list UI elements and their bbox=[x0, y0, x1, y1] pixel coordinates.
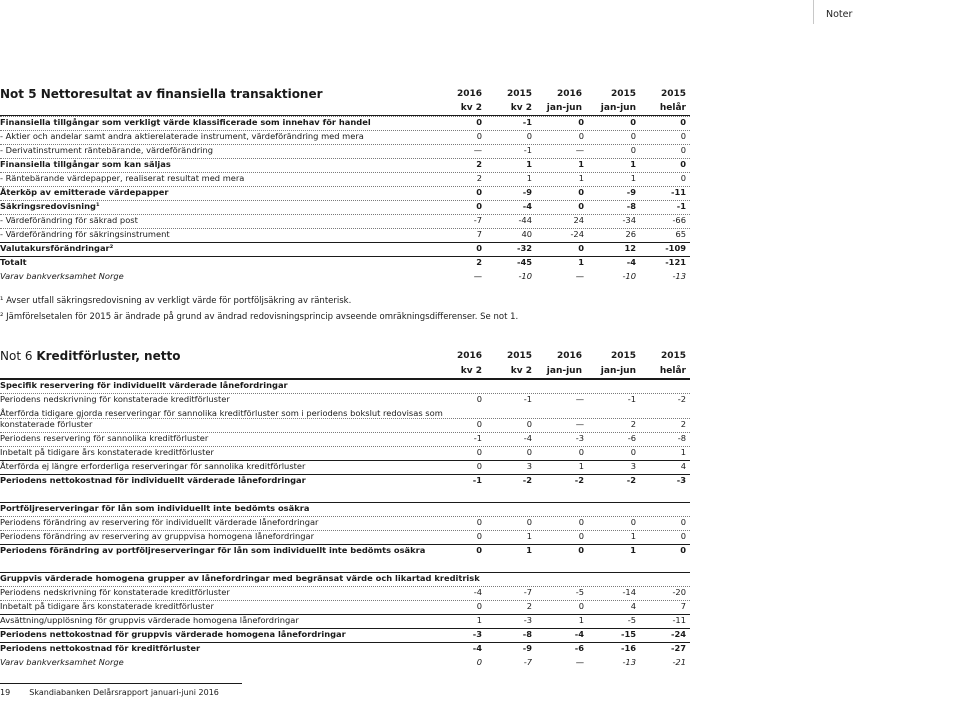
table-row bbox=[0, 502, 690, 513]
cell-value: 40 bbox=[521, 229, 532, 239]
cell-value: 0 bbox=[476, 517, 482, 527]
cell-value: 0 bbox=[680, 117, 686, 127]
page-footer bbox=[0, 688, 219, 697]
cell-value: — bbox=[575, 419, 584, 429]
row-label: Periodens förändring av reservering av gruppvisa homogena lånefordringar bbox=[0, 531, 315, 541]
cell-value: 0 bbox=[630, 117, 636, 127]
cell-value: -32 bbox=[517, 243, 532, 253]
col-period: kv 2 bbox=[510, 366, 532, 376]
cell-value: — bbox=[575, 145, 584, 155]
cell-value: -1 bbox=[627, 394, 636, 404]
row-label: Återförda tidigare gjorda reserveringar för sannolika kreditförluster som i periodens bokslut redovisas som bbox=[0, 408, 443, 418]
cell-value: 0 bbox=[630, 517, 636, 527]
cell-value: 0 bbox=[578, 117, 584, 127]
col-period: kv 2 bbox=[460, 366, 482, 376]
table-row bbox=[0, 116, 690, 127]
cell-value: -7 bbox=[473, 215, 482, 225]
row-label: Säkringsredovisning¹ bbox=[0, 201, 100, 211]
col-period: kv 2 bbox=[510, 103, 532, 113]
cell-value: -3 bbox=[676, 475, 686, 485]
cell-value: 0 bbox=[476, 461, 482, 471]
cell-value: 1 bbox=[526, 531, 532, 541]
cell-value: 1 bbox=[578, 159, 584, 169]
col-period: helår bbox=[659, 366, 686, 376]
cell-value: 4 bbox=[630, 601, 636, 611]
cell-value: -14 bbox=[622, 587, 636, 597]
row-label: Återköp av emitterade värdepapper bbox=[0, 187, 169, 197]
cell-value: -4 bbox=[523, 433, 532, 443]
cell-value: -2 bbox=[677, 394, 686, 404]
cell-value: 1 bbox=[526, 545, 532, 555]
note6-number: Not 6 bbox=[0, 349, 33, 363]
table-row bbox=[0, 460, 690, 471]
cell-value: -5 bbox=[627, 615, 636, 625]
cell-value: 7 bbox=[680, 601, 686, 611]
cell-value: 1 bbox=[630, 545, 636, 555]
cell-value: 1 bbox=[476, 615, 482, 625]
cell-value: 1 bbox=[630, 531, 636, 541]
cell-value: 0 bbox=[680, 131, 686, 141]
table-row bbox=[0, 393, 690, 404]
table-row bbox=[0, 200, 690, 211]
cell-value: 2 bbox=[526, 601, 532, 611]
section-label: Noter bbox=[826, 9, 853, 20]
cell-value: 0 bbox=[476, 447, 482, 457]
cell-value: -11 bbox=[671, 187, 686, 197]
cell-value: -1 bbox=[473, 433, 482, 443]
cell-value: 0 bbox=[476, 243, 482, 253]
table-row bbox=[0, 158, 690, 169]
cell-value: 0 bbox=[680, 545, 686, 555]
table-row bbox=[0, 586, 690, 597]
cell-value: 0 bbox=[526, 131, 532, 141]
cell-value: -13 bbox=[622, 657, 636, 667]
cell-value: -16 bbox=[621, 643, 636, 653]
cell-value: 0 bbox=[680, 173, 686, 183]
cell-value: — bbox=[575, 394, 584, 404]
cell-value: 0 bbox=[578, 531, 584, 541]
cell-value: -44 bbox=[518, 215, 532, 225]
col-period: kv 2 bbox=[460, 103, 482, 113]
cell-value: -4 bbox=[626, 257, 636, 267]
cell-value: -4 bbox=[473, 587, 482, 597]
cell-value: 1 bbox=[578, 257, 584, 267]
cell-value: 0 bbox=[476, 545, 482, 555]
col-period: jan-jun bbox=[546, 103, 582, 113]
cell-value: 0 bbox=[630, 131, 636, 141]
cell-value: -3 bbox=[575, 433, 584, 443]
cell-value: -9 bbox=[522, 187, 532, 197]
row-label: Valutakursförändringar² bbox=[0, 243, 114, 253]
table-row bbox=[0, 530, 690, 541]
cell-value: 1 bbox=[630, 173, 636, 183]
row-label: Periodens nedskrivning för konstaterade kreditförluster bbox=[0, 394, 230, 404]
table-row bbox=[0, 130, 690, 141]
cell-value: 1 bbox=[578, 461, 584, 471]
cell-value: 0 bbox=[680, 517, 686, 527]
table-row bbox=[0, 379, 690, 390]
cell-value: — bbox=[575, 271, 584, 281]
cell-value: -7 bbox=[523, 657, 532, 667]
table-row bbox=[0, 256, 690, 267]
col-period: helår bbox=[659, 103, 686, 113]
row-label: Periodens nettokostnad för individuellt värderade lånefordringar bbox=[0, 475, 306, 485]
row-label: Periodens förändring av reservering för individuellt värderade lånefordringar bbox=[0, 517, 319, 527]
cell-value: -3 bbox=[472, 629, 482, 639]
cell-value: — bbox=[473, 271, 482, 281]
cell-value: 0 bbox=[630, 447, 636, 457]
cell-value: -24 bbox=[570, 229, 584, 239]
cell-value: -24 bbox=[671, 629, 686, 639]
row-label: Periodens nedskrivning för konstaterade kreditförluster bbox=[0, 587, 230, 597]
cell-value: 0 bbox=[476, 531, 482, 541]
note6-title bbox=[0, 349, 180, 363]
table-row bbox=[0, 516, 690, 527]
cell-value: 0 bbox=[630, 145, 636, 155]
cell-value: 0 bbox=[578, 601, 584, 611]
cell-value: 2 bbox=[680, 419, 686, 429]
cell-value: 2 bbox=[476, 159, 482, 169]
cell-value: 0 bbox=[476, 187, 482, 197]
table-row bbox=[0, 572, 690, 583]
row-label: - Räntebärande värdepapper, realiserat resultat med mera bbox=[0, 173, 245, 183]
row-label: Inbetalt på tidigare års konstaterade kreditförluster bbox=[0, 447, 214, 457]
col-period: jan-jun bbox=[600, 103, 636, 113]
cell-value: — bbox=[575, 657, 584, 667]
cell-value: 0 bbox=[680, 159, 686, 169]
row-label: - Värdeförändring för säkringsinstrument bbox=[0, 229, 170, 239]
cell-value: -121 bbox=[665, 257, 686, 267]
cell-value: 3 bbox=[526, 461, 532, 471]
cell-value: 0 bbox=[476, 419, 482, 429]
cell-value: -9 bbox=[626, 187, 636, 197]
table-row bbox=[0, 600, 690, 611]
cell-value: 0 bbox=[578, 545, 584, 555]
row-label: - Derivatinstrument räntebärande, värdeförändring bbox=[0, 145, 213, 155]
table-row bbox=[0, 446, 690, 457]
note6-heading: Kreditförluster, netto bbox=[36, 349, 181, 363]
cell-value: -1 bbox=[523, 145, 532, 155]
cell-value: -4 bbox=[472, 643, 482, 653]
cell-value: -1 bbox=[676, 201, 686, 211]
cell-value: -4 bbox=[574, 629, 584, 639]
table-row bbox=[0, 214, 690, 225]
cell-value: -1 bbox=[522, 117, 532, 127]
cell-value: -21 bbox=[672, 657, 686, 667]
page-number: 19 bbox=[0, 688, 11, 697]
cell-value: -9 bbox=[522, 643, 532, 653]
cell-value: 7 bbox=[476, 229, 482, 239]
row-label: Finansiella tillgångar som verkligt värde klassificerade som innehav för handel bbox=[0, 117, 371, 127]
cell-value: 0 bbox=[578, 187, 584, 197]
row-label: Varav bankverksamhet Norge bbox=[0, 657, 124, 667]
note5-title bbox=[0, 87, 323, 101]
table-row bbox=[0, 172, 690, 183]
table-row bbox=[0, 642, 690, 653]
cell-value: 0 bbox=[476, 601, 482, 611]
cell-value: — bbox=[473, 145, 482, 155]
col-period: jan-jun bbox=[600, 366, 636, 376]
table-row bbox=[0, 144, 690, 155]
cell-value: -27 bbox=[671, 643, 686, 653]
note5-heading: Nettoresultat av finansiella transaktioner bbox=[40, 87, 323, 101]
row-label: - Aktier och andelar samt andra aktierelaterade instrument, värdeförändring med mera bbox=[0, 131, 364, 141]
cell-value: 2 bbox=[476, 173, 482, 183]
cell-value: -66 bbox=[672, 215, 686, 225]
cell-value: 2 bbox=[630, 419, 636, 429]
cell-value: -34 bbox=[622, 215, 636, 225]
table-row bbox=[0, 628, 690, 639]
table-row bbox=[0, 418, 690, 429]
cell-value: 65 bbox=[675, 229, 686, 239]
row-label: - Värdeförändring för säkrad post bbox=[0, 215, 138, 225]
cell-value: 0 bbox=[526, 419, 532, 429]
cell-value: -6 bbox=[574, 643, 584, 653]
cell-value: 1 bbox=[680, 447, 686, 457]
cell-value: 0 bbox=[526, 517, 532, 527]
note5-number: Not 5 bbox=[0, 87, 37, 101]
cell-value: -2 bbox=[522, 475, 532, 485]
cell-value: -2 bbox=[626, 475, 636, 485]
cell-value: -109 bbox=[665, 243, 686, 253]
cell-value: -5 bbox=[575, 587, 584, 597]
cell-value: 0 bbox=[476, 117, 482, 127]
col-year: 2015 bbox=[506, 351, 532, 361]
row-label: konstaterade förluster bbox=[0, 419, 93, 429]
cell-value: -13 bbox=[672, 271, 686, 281]
col-period: jan-jun bbox=[546, 366, 582, 376]
cell-value: 0 bbox=[476, 394, 482, 404]
col-year: 2015 bbox=[610, 89, 636, 99]
table-row bbox=[0, 228, 690, 239]
footnote-2: ² Jämförelsetalen för 2015 är ändrade på grund av ändrad redovisningsprincip avseende omräkningsdifferenser. Se not 1. bbox=[0, 312, 519, 322]
cell-value: -7 bbox=[523, 587, 532, 597]
col-year: 2016 bbox=[556, 351, 582, 361]
row-label: Återförda ej längre erforderliga reserveringar för sannolika kreditförluster bbox=[0, 461, 306, 471]
row-label: Periodens nettokostnad för kreditförluster bbox=[0, 643, 201, 653]
row-label: Periodens reservering för sannolika kreditförluster bbox=[0, 433, 209, 443]
table-row bbox=[0, 186, 690, 197]
cell-value: 0 bbox=[476, 131, 482, 141]
cell-value: -1 bbox=[472, 475, 482, 485]
table-row bbox=[0, 432, 690, 443]
col-year: 2015 bbox=[610, 351, 636, 361]
col-year: 2016 bbox=[456, 351, 482, 361]
row-label: Varav bankverksamhet Norge bbox=[0, 271, 124, 281]
row-label: Inbetalt på tidigare års konstaterade kreditförluster bbox=[0, 601, 214, 611]
col-year: 2015 bbox=[660, 89, 686, 99]
cell-value: 3 bbox=[630, 461, 636, 471]
cell-value: 2 bbox=[476, 257, 482, 267]
cell-value: 0 bbox=[578, 517, 584, 527]
cell-value: -45 bbox=[517, 257, 532, 267]
cell-value: 1 bbox=[630, 159, 636, 169]
col-year: 2016 bbox=[556, 89, 582, 99]
col-year: 2016 bbox=[456, 89, 482, 99]
cell-value: 1 bbox=[578, 173, 584, 183]
header-divider bbox=[813, 0, 814, 24]
table-row bbox=[0, 614, 690, 625]
table-row bbox=[0, 242, 690, 253]
table-row bbox=[0, 544, 690, 555]
cell-value: 0 bbox=[578, 447, 584, 457]
cell-value: -15 bbox=[621, 629, 636, 639]
cell-value: 26 bbox=[625, 229, 636, 239]
cell-value: 0 bbox=[578, 201, 584, 211]
cell-value: -10 bbox=[518, 271, 532, 281]
row-label: Specifik reservering för individuellt värderade lånefordringar bbox=[0, 380, 288, 390]
cell-value: 0 bbox=[476, 201, 482, 211]
cell-value: -20 bbox=[672, 587, 686, 597]
col-year: 2015 bbox=[660, 351, 686, 361]
cell-value: -10 bbox=[622, 271, 636, 281]
row-label: Periodens nettokostnad för gruppvis värderade homogena lånefordringar bbox=[0, 629, 346, 639]
publication-name: Skandiabanken Delårsrapport januari-juni 2016 bbox=[29, 688, 219, 697]
cell-value: 1 bbox=[526, 173, 532, 183]
cell-value: -2 bbox=[574, 475, 584, 485]
footer-rule bbox=[0, 683, 242, 684]
cell-value: -6 bbox=[627, 433, 636, 443]
row-label: Gruppvis värderade homogena grupper av lånefordringar med begränsat värde och likartad kreditrisk bbox=[0, 573, 480, 583]
row-label: Portföljreserveringar för lån som individuellt inte bedömts osäkra bbox=[0, 503, 310, 513]
cell-value: 0 bbox=[680, 145, 686, 155]
row-label: Finansiella tillgångar som kan säljas bbox=[0, 159, 171, 169]
cell-value: 1 bbox=[578, 615, 584, 625]
cell-value: -3 bbox=[523, 615, 532, 625]
cell-value: 0 bbox=[476, 657, 482, 667]
cell-value: 0 bbox=[526, 447, 532, 457]
table-row bbox=[0, 474, 690, 485]
row-label: Totalt bbox=[0, 257, 27, 267]
cell-value: 4 bbox=[680, 461, 686, 471]
cell-value: -8 bbox=[522, 629, 532, 639]
cell-value: -1 bbox=[523, 394, 532, 404]
cell-value: -11 bbox=[672, 615, 686, 625]
footnote-1: ¹ Avser utfall säkringsredovisning av verkligt värde för portföljsäkring av ränterisk. bbox=[0, 296, 352, 306]
cell-value: -8 bbox=[677, 433, 686, 443]
cell-value: -8 bbox=[626, 201, 636, 211]
cell-value: -4 bbox=[522, 201, 532, 211]
cell-value: 12 bbox=[624, 243, 636, 253]
cell-value: 0 bbox=[578, 243, 584, 253]
cell-value: 1 bbox=[526, 159, 532, 169]
cell-value: 0 bbox=[680, 531, 686, 541]
row-label: Avsättning/upplösning för gruppvis värderade homogena lånefordringar bbox=[0, 615, 299, 625]
col-year: 2015 bbox=[506, 89, 532, 99]
cell-value: 24 bbox=[573, 215, 584, 225]
row-label: Periodens förändring av portföljreserveringar för lån som individuellt inte bedömts osäkra bbox=[0, 545, 426, 555]
cell-value: 0 bbox=[578, 131, 584, 141]
